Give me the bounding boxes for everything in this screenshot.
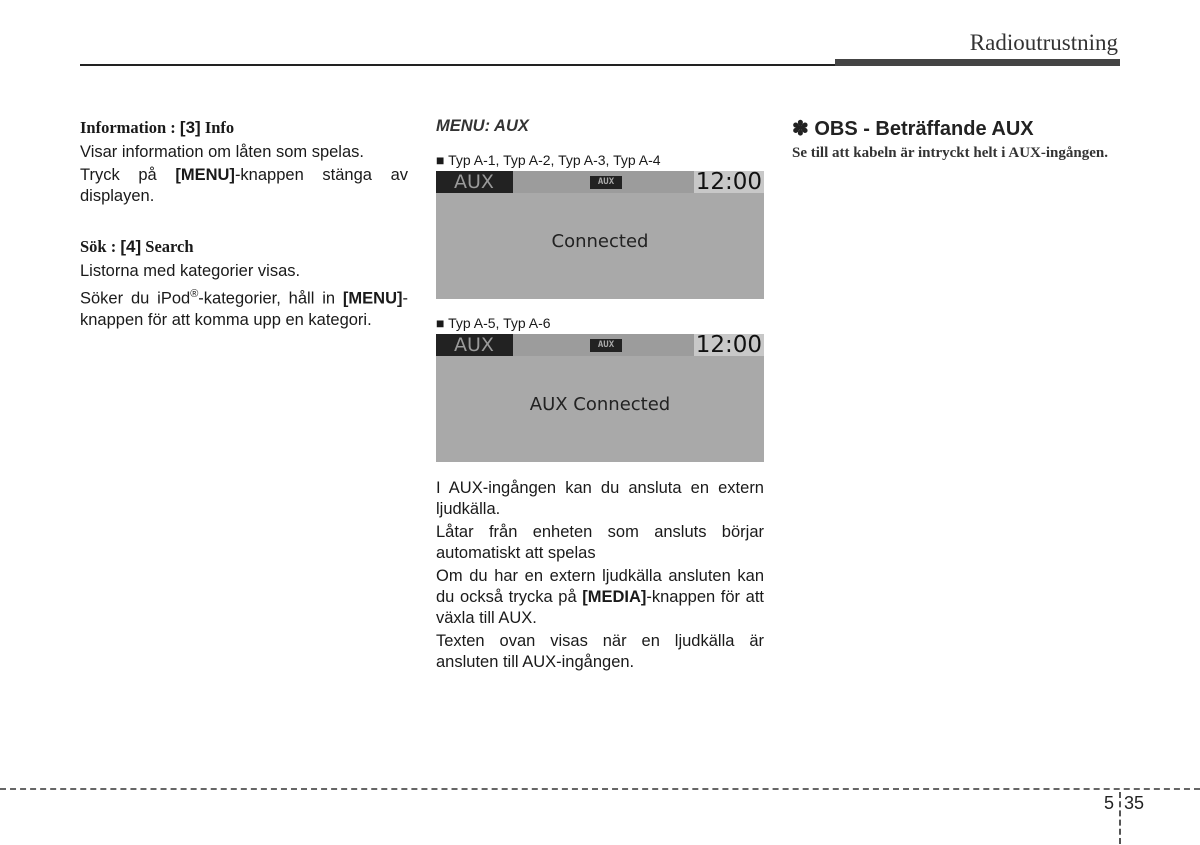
clock: 12:00	[695, 332, 762, 358]
aux-tab: AUX	[436, 171, 513, 193]
search-heading	[80, 237, 408, 257]
aux-p3-text: Om du har en extern ljudkälla ansluten kan du också trycka på	[436, 567, 764, 606]
info-heading-suffix: Info	[200, 118, 235, 137]
clock: 12:00	[695, 169, 762, 195]
aux-tab: AUX	[436, 334, 513, 356]
search-p2-text-mid: -kategorier, håll in	[198, 289, 343, 308]
menu-key-label: [MENU]	[342, 289, 403, 308]
left-column	[80, 116, 408, 333]
aux-screen-aux-connected	[436, 334, 764, 462]
info-p2-text: Tryck på	[80, 166, 176, 184]
aux-icon: AUX	[590, 339, 622, 352]
aux-paragraph-1: I AUX-ingången kan du ansluta en extern ljudkälla.	[436, 479, 764, 518]
search-heading-key: [4]	[120, 237, 142, 256]
page-index: 35	[1124, 793, 1145, 813]
info-heading-key: [3]	[179, 118, 201, 137]
aux-screen-connected	[436, 171, 764, 299]
info-paragraph-2	[80, 165, 408, 207]
obs-text: Se till att kabeln är intryckt helt i AUX-ingången.	[792, 145, 1108, 161]
search-paragraph-2	[80, 284, 408, 331]
info-heading	[80, 118, 408, 138]
obs-title: ✽ OBS - Beträffande AUX	[792, 118, 1034, 140]
info-heading-prefix: Information :	[80, 118, 180, 137]
aux-p3-text-end: -knappen för att växla till AUX.	[436, 588, 764, 627]
aux-paragraph-3	[436, 566, 764, 629]
menu-key-label: [MENU]	[175, 166, 235, 184]
page-header-title: Radioutrustning	[969, 30, 1118, 55]
aux-paragraph-2: Låtar från enheten som ansluts börjar automatiskt att spelas	[436, 523, 764, 562]
media-key-label: [MEDIA]	[582, 588, 647, 606]
footer-dashed-rule	[0, 788, 1200, 790]
screen2-label: ■ Typ A-5, Typ A-6	[436, 315, 551, 331]
info-p2-text-end: -knappen stänga av displayen.	[80, 166, 408, 205]
search-paragraph-1: Listorna med kategorier visas.	[80, 262, 301, 280]
menu-aux-title: MENU: AUX	[436, 117, 529, 135]
page-number	[1104, 793, 1144, 814]
search-p2-text-end: -knappen för att komma upp en kategori.	[80, 289, 408, 329]
screen-message: AUX Connected	[529, 394, 671, 415]
section-number: 5	[1104, 793, 1115, 813]
middle-column	[436, 116, 764, 675]
search-heading-prefix: Sök :	[80, 237, 121, 256]
screen-message: Connected	[551, 231, 649, 252]
right-column	[792, 116, 1120, 162]
header-bar	[835, 59, 1120, 66]
search-heading-suffix: Search	[141, 237, 194, 256]
info-paragraph-1: Visar information om låten som spelas.	[80, 143, 364, 161]
screen1-label: ■ Typ A-1, Typ A-2, Typ A-3, Typ A-4	[436, 152, 661, 168]
registered-mark: ®	[190, 288, 199, 300]
aux-paragraph-4: Texten ovan visas när en ljudkälla är ansluten till AUX-ingången.	[436, 632, 764, 671]
search-p2-text: Söker du iPod	[80, 289, 191, 308]
aux-icon: AUX	[590, 176, 622, 189]
